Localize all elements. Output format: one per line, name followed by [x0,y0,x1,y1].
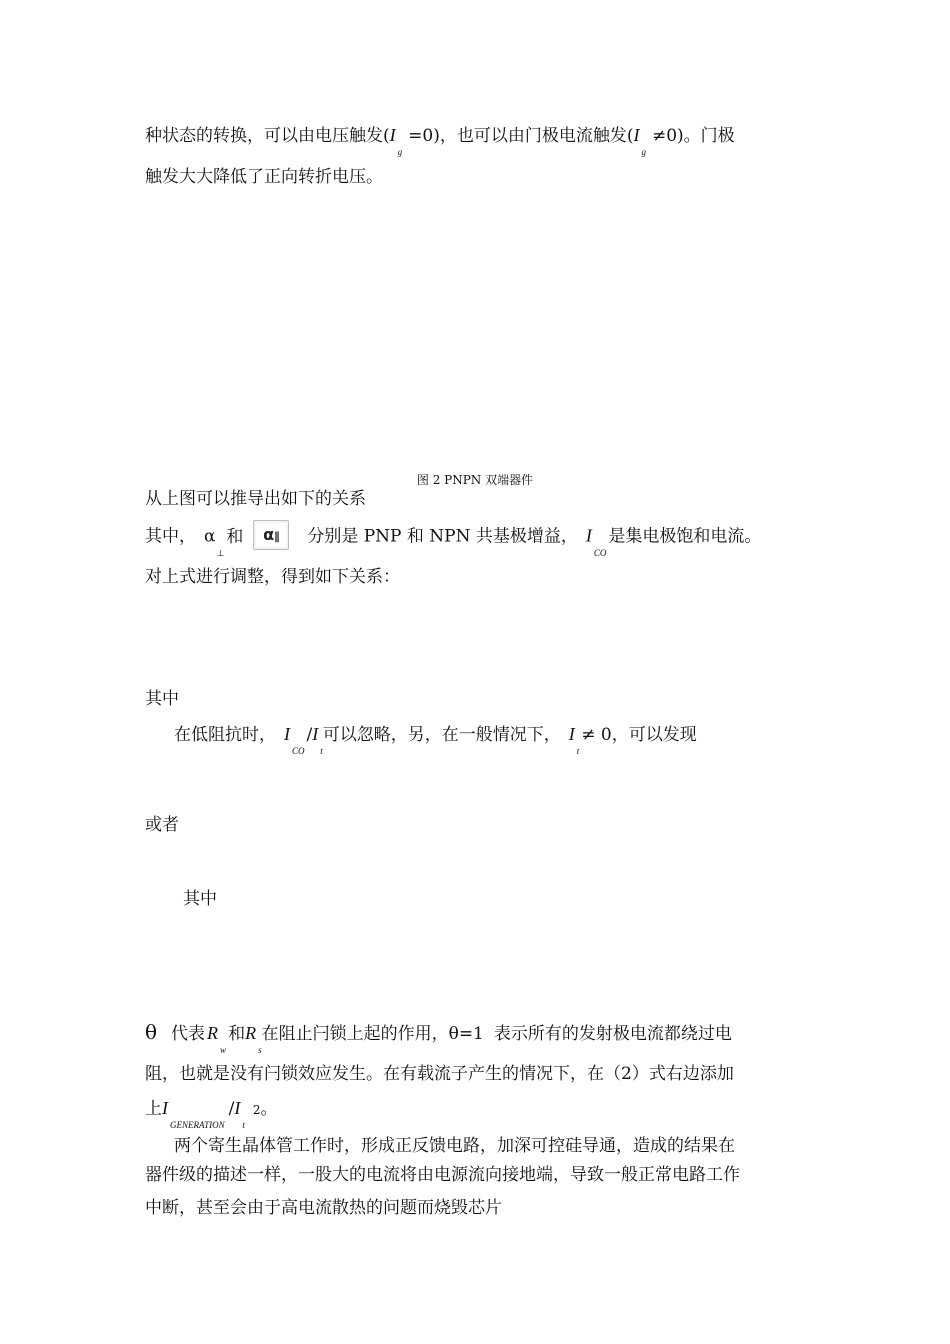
symbol-I: I [162,1098,168,1118]
paragraph-3: 其中 [145,689,179,709]
symbol-I: I [234,1098,241,1118]
text-span: 可以忽略，另，在一般情况下， [322,725,561,745]
theta-symbol: θ [145,1020,158,1044]
paragraph-8-line-3: 中断，甚至会由于高电流散热的问题而烧毁芯片 [145,1198,502,1218]
symbol-R: R [207,1023,219,1043]
subscript: g [641,147,646,157]
equation-number: 2 [252,1103,261,1117]
paragraph-6: 其中 [183,889,217,909]
symbol-I: I [633,125,640,145]
text-span: 在阻止闩锁上起的作用， [261,1024,449,1044]
subscript: w [220,1045,227,1055]
paragraph-2-line-3: 对上式进行调整，得到如下关系： [145,567,400,587]
paragraph-2-line-1: 从上图可以推导出如下的关系 [145,489,366,509]
paragraph-7-line-3 [145,1096,278,1130]
subscript: CO [292,746,305,756]
symbol-I: I [284,724,290,744]
symbol-I: I [312,724,319,744]
text-span: 和 [226,526,244,547]
text-span: ≠0)。门极 [651,126,735,146]
subscript: GENERATION [170,1120,225,1130]
paragraph-1-line-2: 触发大大降低了正向转折电压。 [145,167,383,187]
text-span: =0)，也可以由门极电流触发( [408,126,634,146]
paragraph-5: 或者 [145,815,179,835]
figure-caption: 图 2 PNPN 双端器件 [416,473,534,487]
alpha-parallel-image [253,520,289,550]
text-span: 是集电极饱和电流。 [608,526,762,547]
paragraph-8-line-1: 两个寄生晶体管工作时，形成正反馈电路，加深可控硅导通，造成的结果在 [174,1136,735,1156]
subscript: ⊥ [216,547,225,558]
subscript: ∥ [274,530,280,543]
subscript: t [242,1120,245,1130]
text-span: 上 [145,1099,162,1119]
symbol-I: I [389,125,396,145]
text-span: 其中， [145,526,196,547]
theta-equals-one: θ=1 [448,1024,484,1044]
alpha-symbol: α [204,526,216,547]
paragraph-7-line-2: 阻，也就是没有闩锁效应发生。在有载流子产生的情况下，在（2）式右边添加 [145,1064,734,1084]
text-span: 和 [228,1024,246,1044]
text-span: ≠ 0，可以发现 [581,725,697,745]
subscript: s [258,1045,262,1055]
symbol-I: I [568,724,575,744]
alpha-symbol: α [263,525,275,544]
paragraph-7-line-1 [145,1020,732,1055]
text-span: 表示所有的发射极电流都绕过电 [493,1024,732,1044]
text-span: 种状态的转换，可以由电压触发( [145,126,390,146]
text-span: 代表 [171,1024,206,1044]
symbol-R: R [245,1023,257,1043]
paragraph-8-line-2: 器件级的描述一样，一股大的电流将由电源流向接地端，导致一般正常电路工作 [145,1165,740,1185]
text-span: 在低阻抗时， [174,725,276,745]
subscript: t [320,746,323,756]
paragraph-4 [174,722,697,756]
text-span: 。 [260,1099,278,1119]
text-span: 分别是 PNP 和 NPN 共基极增益， [307,526,578,547]
subscript: g [397,147,403,157]
paragraph-1-line-1 [145,123,735,157]
slash: / [306,725,313,745]
slash: / [228,1099,235,1119]
subscript: CO [593,547,607,558]
symbol-I: I [585,525,592,546]
paragraph-2-line-2 [145,522,762,558]
subscript: t [576,746,580,756]
